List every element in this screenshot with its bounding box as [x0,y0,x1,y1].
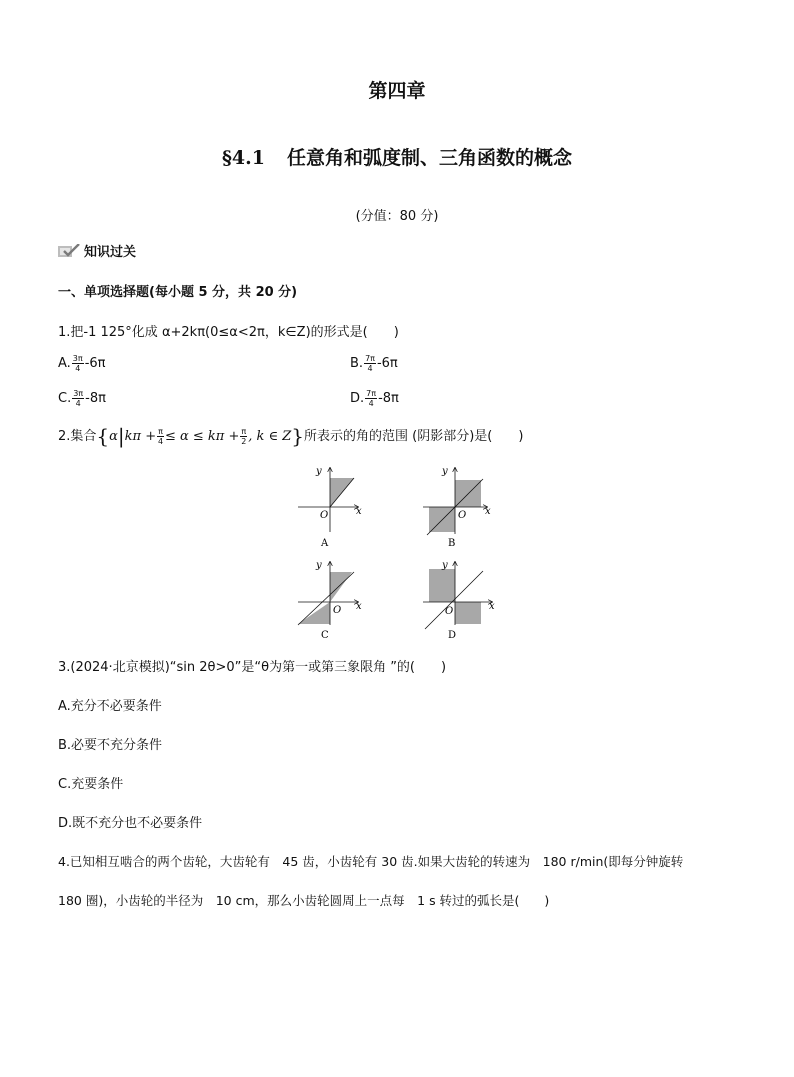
q1-option-c: C. $\frac{3\pi}{4}$ -8π [58,389,106,408]
q3-option-b: B.必要不充分条件 [58,738,163,753]
graph-a-origin-label: O [320,510,329,521]
graph-d-y-label: y [442,560,448,571]
q3-stem: 3.(2024·北京模拟)“sin 2θ>0”是“θ为第一或第三象限角 ”的( ) [58,660,447,675]
chapter-title: 第四章 [368,80,426,102]
q2-stem: 2.集合{α|kπ + $\frac{\pi}{4}$ ≤ α ≤ kπ + $\frac{\pi}{2}$ , k ∈ Z}所表示的角的范围 (阴影部分)是( ) [58,424,524,448]
graph-b-origin-label: O [458,510,467,521]
section-title [0,143,794,170]
q4-stem-line2: 180 圈)，小齿轮的半径为 10 cm，那么小齿轮圆周上一点每 1 s 转过的弧长是( ) [58,893,550,908]
graph-c-y-label: y [316,560,322,571]
graph-d-x-label: x [489,601,495,612]
q1-option-d: D. $\frac{7\pi}{4}$ -8π [350,389,399,408]
q1-b-fraction: $\frac{7\pi}{4}$ [365,354,375,373]
q1-option-a: A. $\frac{3\pi}{4}$ -6π [58,354,106,373]
section-badge [58,241,136,260]
q1-a-fraction: $\frac{3\pi}{4}$ [72,354,83,373]
graph-b [423,466,491,549]
q1-stem: 1.把-1 125°化成 α+2kπ(0≤α<2π，k∈Z)的形式是( ) [58,325,399,340]
graph-d-origin-label: O [445,606,454,617]
graph-c-x-label: x [356,601,362,612]
q2-fraction-pi-2: $\frac{\pi}{2}$ [241,427,247,446]
graph-d-shaded-region-lower [455,602,481,624]
graph-d-caption: D [448,630,457,641]
graph-a-x-label: x [356,506,362,517]
badge-label: 知识过关 [84,245,137,260]
q3-option-c: C.充要条件 [58,777,124,792]
q3-option-a: A.充分不必要条件 [58,699,162,714]
graph-a-y-label: y [316,466,322,477]
q2-fraction-pi-4: $\frac{\pi}{4}$ [157,427,164,446]
graph-d [423,560,495,641]
q1-option-b: B. $\frac{7\pi}{4}$ -6π [350,354,398,373]
q4-stem-line1: 4.已知相互啮合的两个齿轮，大齿轮有 45 齿，小齿轮有 30 齿.如果大齿轮的转速为 180 r/min(即每分钟旋转 [58,854,684,869]
section-name: 任意角和弧度制、三角函数的概念 [286,147,572,169]
graph-c-origin-label: O [333,605,342,616]
part-heading: 一、单项选择题(每小题 5 分，共 20 分) [58,285,298,300]
graph-c-caption: C [321,630,329,641]
q1-c-fraction: $\frac{3\pi}{4}$ [73,389,84,408]
graph-b-caption: B [448,538,456,549]
graph-a-caption: A [321,538,329,549]
section-number: §4.1 [221,147,265,169]
graph-a [298,466,362,549]
score-note: (分值：80 分) [355,209,439,224]
graph-c [298,560,362,641]
graph-b-x-label: x [485,506,491,517]
q3-option-d: D.既不充分也不必要条件 [58,816,203,831]
q2-option-graphs [280,462,510,647]
checklist-icon [58,244,80,258]
q1-d-fraction: $\frac{7\pi}{4}$ [366,389,377,408]
graph-b-y-label: y [442,466,448,477]
